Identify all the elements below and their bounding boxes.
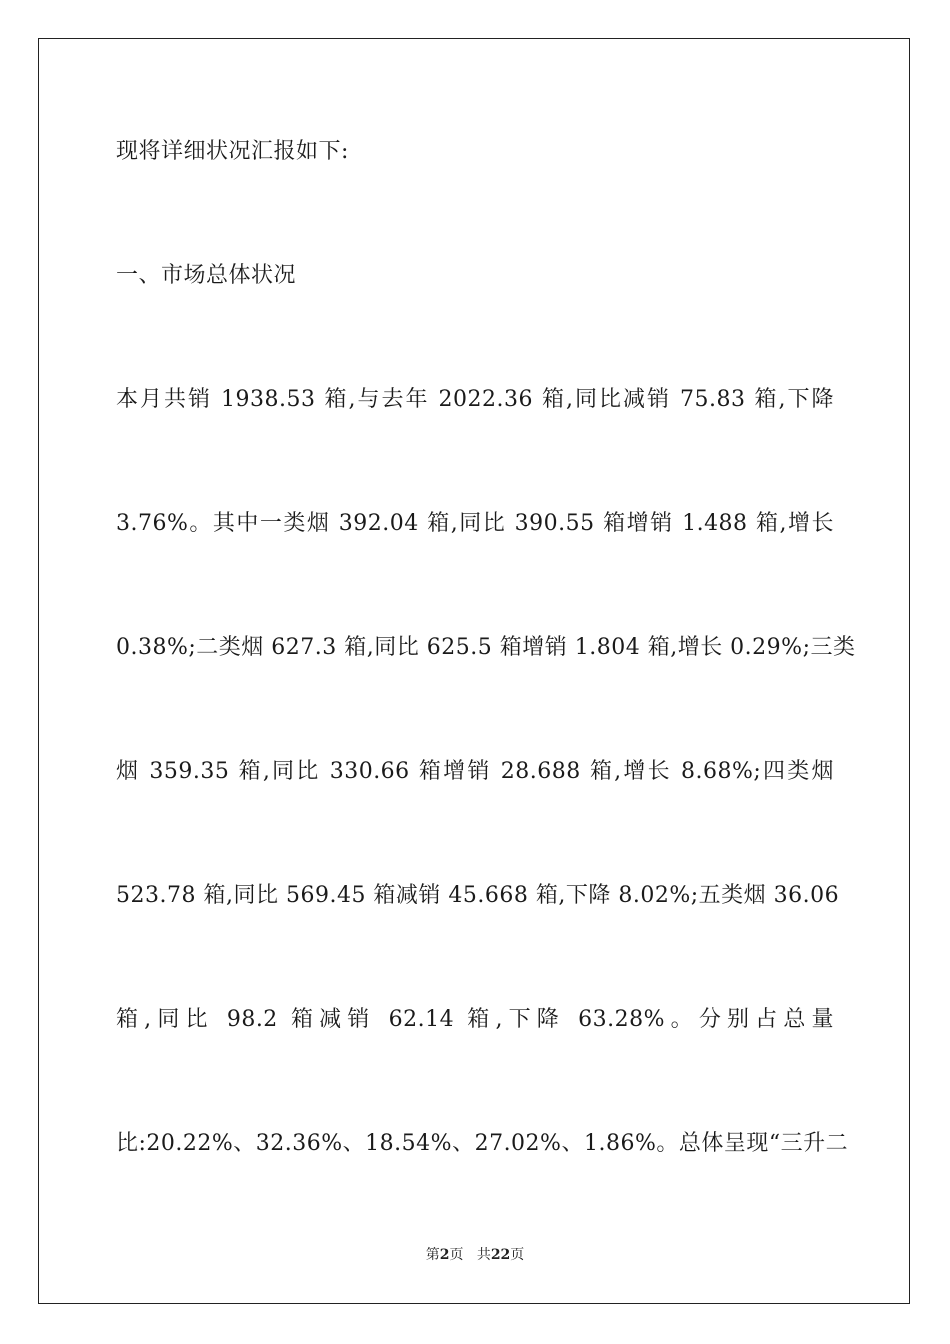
footer-page-suffix: 页 xyxy=(449,1247,464,1263)
footer-total-pages: 22 xyxy=(490,1247,511,1263)
intro-line: 现将详细状况汇报如下: xyxy=(116,139,349,164)
body-line-1: 本月共销 1938.53 箱,与去年 2022.36 箱,同比减销 75.83 箱,下降 xyxy=(116,387,834,412)
section-heading: 一、市场总体状况 xyxy=(116,263,297,288)
page-footer xyxy=(0,1246,950,1264)
body-line-2: 3.76%。其中一类烟 392.04 箱,同比 390.55 箱增销 1.488 箱,增长 xyxy=(116,511,834,536)
footer-total-prefix: 共 xyxy=(476,1247,491,1263)
page-border xyxy=(38,38,910,1304)
body-line-6: 箱,同比 98.2 箱减销 62.14 箱,下降 63.28%。分别占总量 xyxy=(116,1007,834,1032)
footer-prefix: 第 xyxy=(425,1247,440,1263)
footer-page-number: 2 xyxy=(439,1247,450,1263)
body-line-3: 0.38%;二类烟 627.3 箱,同比 625.5 箱增销 1.804 箱,增长 0.29%;三类 xyxy=(116,635,856,660)
body-line-7: 比:20.22%、32.36%、18.54%、27.02%、1.86%。总体呈现“三升二 xyxy=(116,1131,849,1156)
body-line-5: 523.78 箱,同比 569.45 箱减销 45.668 箱,下降 8.02%;五类烟 36.06 xyxy=(116,883,840,908)
body-line-4: 烟 359.35 箱,同比 330.66 箱增销 28.688 箱,增长 8.68%;四类烟 xyxy=(116,759,834,784)
footer-total-suffix: 页 xyxy=(510,1247,525,1263)
